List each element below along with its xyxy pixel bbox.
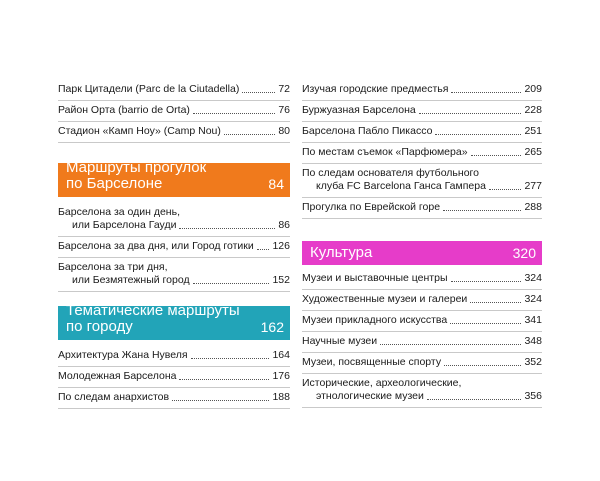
toc-entry[interactable] — [58, 346, 290, 367]
toc-entry[interactable] — [58, 258, 290, 292]
leader-dots — [471, 155, 522, 156]
toc-entry-page: 352 — [524, 356, 542, 368]
toc-entry-page: 72 — [278, 83, 290, 95]
leader-dots — [470, 302, 521, 303]
section-header-thematic-routes[interactable] — [58, 302, 290, 340]
leader-dots — [489, 189, 522, 190]
toc-entry-page: 228 — [524, 104, 542, 116]
section-title: Тематические маршруты по городу — [66, 302, 240, 335]
toc-entry-title-cont: клуба FC Barcelona Ганса Гампера — [316, 180, 486, 192]
toc-entry-title: Научные музеи — [302, 335, 378, 347]
toc-entry[interactable] — [302, 80, 542, 101]
toc-entry-title: Музеи, посвященные спорту — [302, 356, 442, 368]
toc-entry[interactable] — [302, 101, 542, 122]
toc-entry[interactable] — [58, 101, 290, 122]
leader-dots — [419, 113, 522, 114]
leader-dots — [435, 134, 521, 135]
section-title: Культура — [310, 244, 373, 261]
toc-entry[interactable] — [58, 388, 290, 409]
toc-entry-page: 152 — [272, 274, 290, 286]
toc-entry-title: Музеи и выставочные центры — [302, 272, 448, 284]
toc-entry-page: 324 — [524, 272, 542, 284]
toc-entry-page: 86 — [278, 219, 290, 231]
leader-dots — [179, 228, 275, 229]
toc-entry-page: 188 — [272, 391, 290, 403]
toc-entry-title: Барселона за три дня, — [58, 261, 168, 273]
toc-entry-title-cont: или Безмятежный город — [72, 274, 190, 286]
toc-entry-page: 277 — [524, 180, 542, 192]
toc-entry[interactable] — [58, 367, 290, 388]
toc-entry-page: 76 — [278, 104, 290, 116]
leader-dots — [427, 399, 522, 400]
toc-entry-title: Прогулка по Еврейской горе — [302, 201, 441, 213]
section-page: 162 — [260, 319, 284, 335]
toc-entry-title-cont: этнологические музеи — [316, 390, 424, 402]
toc-entry-title: Изучая городские предместья — [302, 83, 449, 95]
toc-entry-title: По следам основателя футбольного — [302, 167, 479, 179]
toc-entry-page: 209 — [524, 83, 542, 95]
section-header-walking-routes[interactable] — [58, 159, 290, 197]
leader-dots — [172, 400, 269, 401]
toc-entry-title: Музеи прикладного искусства — [302, 314, 448, 326]
leader-dots — [450, 323, 521, 324]
toc-entry-page: 324 — [524, 293, 542, 305]
leader-dots — [451, 92, 521, 93]
toc-entry-title: Художественные музеи и галереи — [302, 293, 468, 305]
section-title: Маршруты прогулок по Барселоне — [66, 159, 207, 192]
toc-entry[interactable] — [302, 374, 542, 408]
toc-entry[interactable] — [302, 269, 542, 290]
toc-entry-title: Парк Цитадели (Parc de la Ciutadella) — [58, 83, 240, 95]
toc-entry[interactable] — [58, 237, 290, 258]
toc-entry[interactable] — [302, 290, 542, 311]
toc-entry-title: Архитектура Жана Нувеля — [58, 349, 188, 361]
leader-dots — [193, 283, 270, 284]
toc-entry-title: По местам съемок «Парфюмера» — [302, 146, 468, 158]
toc-entry-title: Молодежная Барселона — [58, 370, 177, 382]
toc-entry-title: Барселона за два дня, или Город готики — [58, 240, 254, 252]
leader-dots — [451, 281, 522, 282]
toc-entry-title: Район Орта (barrio de Orta) — [58, 104, 190, 116]
toc-entry[interactable] — [302, 311, 542, 332]
toc-entry[interactable] — [302, 198, 542, 219]
toc-entry-title: Буржуазная Барселона — [302, 104, 416, 116]
leader-dots — [444, 365, 521, 366]
toc-entry-page: 348 — [524, 335, 542, 347]
toc-entry-title: Барселона Пабло Пикассо — [302, 125, 433, 137]
toc-entry-page: 80 — [278, 125, 290, 137]
toc-entry-page: 164 — [272, 349, 290, 361]
leader-dots — [257, 249, 270, 250]
toc-entry-title: Исторические, археологические, — [302, 377, 462, 389]
toc-entry-page: 251 — [524, 125, 542, 137]
leader-dots — [193, 113, 275, 114]
toc-entry[interactable] — [58, 80, 290, 101]
section-header-culture[interactable] — [302, 241, 542, 265]
toc-entry[interactable] — [58, 203, 290, 237]
toc-entry-title: Барселона за один день, — [58, 206, 180, 218]
toc-entry[interactable] — [302, 353, 542, 374]
toc-entry-page: 265 — [524, 146, 542, 158]
toc-entry[interactable] — [302, 332, 542, 353]
leader-dots — [191, 358, 270, 359]
toc-entry-page: 176 — [272, 370, 290, 382]
toc-entry-title-cont: или Барселона Гауди — [72, 219, 177, 231]
toc-entry-title: По следам анархистов — [58, 391, 170, 403]
leader-dots — [380, 344, 521, 345]
toc-entry-page: 126 — [272, 240, 290, 252]
toc-entry-title: Стадион «Камп Ноу» (Camp Nou) — [58, 125, 221, 137]
leader-dots — [242, 92, 275, 93]
toc-right-column — [302, 80, 542, 408]
toc-entry-page: 356 — [524, 390, 542, 402]
toc-entry[interactable] — [302, 143, 542, 164]
toc-entry[interactable] — [302, 164, 542, 198]
section-page: 320 — [512, 245, 536, 261]
toc-entry[interactable] — [302, 122, 542, 143]
toc-entry-page: 288 — [524, 201, 542, 213]
toc-entry-page: 341 — [524, 314, 542, 326]
leader-dots — [224, 134, 275, 135]
section-page: 84 — [268, 176, 284, 192]
leader-dots — [443, 210, 521, 211]
toc-left-column — [58, 80, 290, 409]
toc-entry[interactable] — [58, 122, 290, 143]
leader-dots — [179, 379, 269, 380]
